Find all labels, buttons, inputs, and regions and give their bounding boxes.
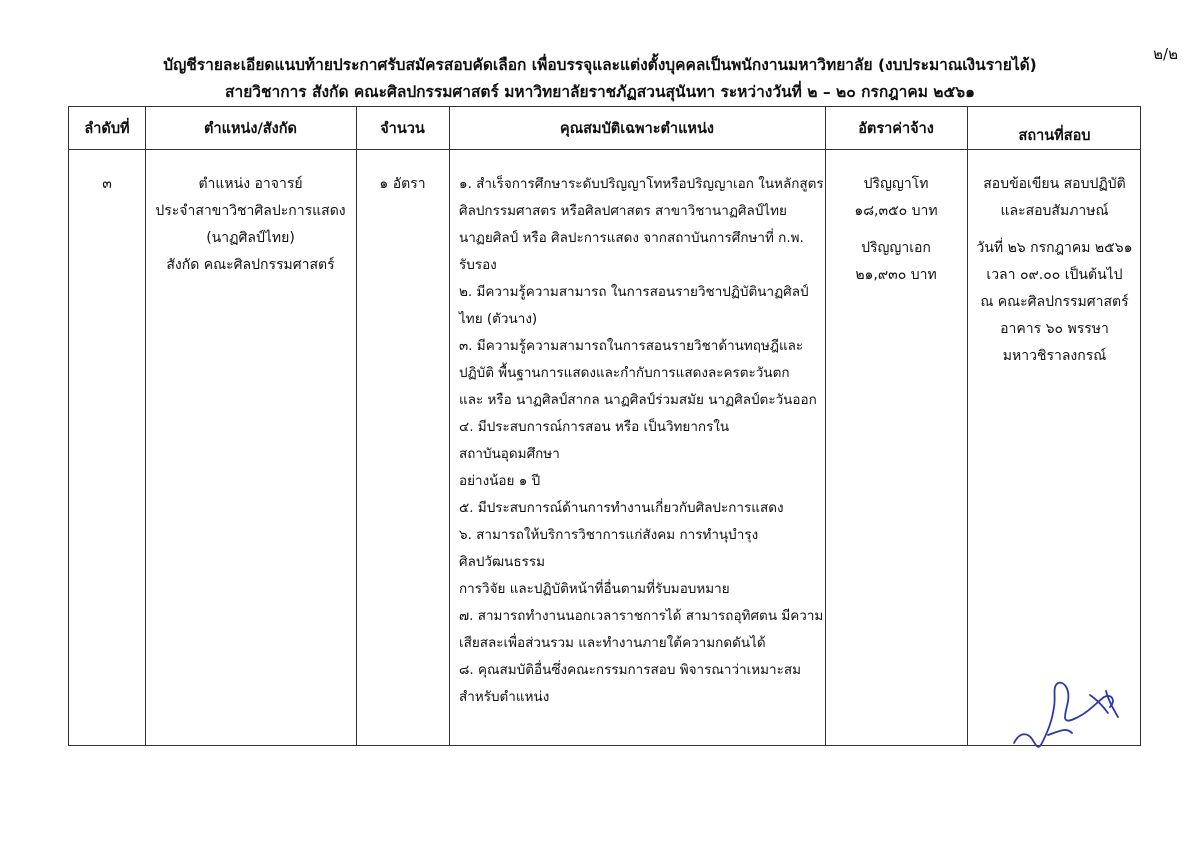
venue-date: วันที่ ๒๖ กรกฎาคม ๒๕๖๑ — [976, 240, 1133, 256]
salary-masters-amount: ๑๘,๓๕๐ บาท — [854, 203, 938, 219]
qualification-line: ปฏิบัติ พื้นฐานการแสดงและกำกับการแสดงละครตะวันตก — [459, 365, 790, 381]
header-salary: อัตราค่าจ้าง — [858, 120, 934, 137]
position-major: (นาฏศิลป์ไทย) — [206, 230, 295, 246]
qualification-line: ๖. สามารถให้บริการวิชาการแก่สังคม การทำนุบำรุง — [459, 527, 759, 543]
venue-exam-type: สอบข้อเขียน สอบปฏิบัติ — [983, 176, 1126, 192]
position-title: ตำแหน่ง อาจารย์ — [198, 176, 303, 192]
qualification-line: เสียสละเพื่อส่วนรวม และทำงานภายใต้ความกดดันได้ — [459, 635, 766, 651]
row-count: ๑ อัตรา — [379, 176, 426, 192]
qualification-line: ๗. สามารถทำงานนอกเวลาราชการได้ สามารถอุทิศตน มีความ — [459, 608, 824, 624]
qualification-line: รับรอง — [459, 257, 497, 273]
qualification-line: ๔. มีประสบการณ์การสอน หรือ เป็นวิทยากรใน — [459, 419, 730, 435]
positions-table — [68, 106, 1141, 746]
qualification-line: อย่างน้อย ๑ ปี — [459, 473, 541, 489]
qualification-line: การวิจัย และปฏิบัติหน้าที่อื่นตามที่รับมอบหมาย — [459, 581, 730, 597]
qualification-line: ศิลปกรรมศาสตร หรือศิลปศาสตร สาขาวิชานาฏศิลป์ไทย — [459, 203, 787, 219]
salary-doctorate-amount: ๒๑,๙๓๐ บาท — [855, 267, 937, 283]
header-qualifications: คุณสมบัติเฉพาะตำแหน่ง — [560, 120, 714, 137]
position-program: ประจำสาขาวิชาศิลปะการแสดง — [155, 203, 346, 219]
row-salary — [825, 171, 967, 289]
venue-building: อาคาร ๖๐ พรรษา — [1000, 321, 1109, 337]
column-divider — [449, 107, 450, 745]
qualification-line: ๘. คุณสมบัติอื่นซึ่งคณะกรรมการสอบ พิจารณาว่าเหมาะสม — [459, 662, 802, 678]
qualification-line: ๒. มีความรู้ความสามารถ ในการสอนรายวิชาปฏิบัตินาฏศิลป์ — [459, 284, 809, 300]
header-position: ตำแหน่ง/สังกัด — [204, 120, 297, 137]
header-count: จำนวน — [380, 120, 425, 137]
venue-exam-type: และสอบสัมภาษณ์ — [1000, 203, 1109, 219]
qualification-line: นาฏยศิลป์ หรือ ศิลปะการแสดง จากสถาบันการศึกษาที่ ก.พ. — [459, 230, 804, 246]
handwritten-signature — [1008, 673, 1128, 757]
header-venue: สถานที่สอบ — [1018, 127, 1091, 144]
row-qualifications — [459, 171, 824, 711]
venue-time: เวลา ๐๙.๐๐ เป็นต้นไป — [986, 267, 1123, 283]
document-title — [130, 52, 1070, 106]
qualification-line: ๑. สำเร็จการศึกษาระดับปริญญาโทหรือปริญญาเอก ในหลักสูตร — [459, 176, 824, 192]
venue-building-name: มหาวชิราลงกรณ์ — [1002, 348, 1107, 364]
header-order: ลำดับที่ — [84, 120, 130, 137]
qualification-line: ๓. มีความรู้ความสามารถในการสอนรายวิชาด้านทฤษฎีและ — [459, 338, 804, 354]
header-divider — [69, 149, 1140, 150]
salary-masters-label: ปริญญาโท — [863, 176, 929, 192]
qualification-line: ไทย (ตัวนาง) — [459, 311, 538, 327]
title-line-1: บัญชีรายละเอียดแนบท้ายประกาศรับสมัครสอบคัดเลือก เพื่อบรรจุและแต่งตั้งบุคคลเป็นพนักงานมหาวิทยาลัย (งบประมาณเงินรายได้) — [163, 56, 1037, 74]
title-line-2: สายวิชาการ สังกัด คณะศิลปกรรมศาสตร์ มหาวิทยาลัยราชภัฏสวนสุนันทา ระหว่างวันที่ ๒ – ๒๐ กรกฎาคม ๒๕๖๑ — [225, 83, 975, 101]
qualification-line: ศิลปวัฒนธรรม — [459, 554, 546, 570]
row-order: ๓ — [102, 176, 112, 192]
page-number: ๒/๒ — [1153, 45, 1178, 63]
salary-doctorate-label: ปริญญาเอก — [861, 240, 931, 256]
position-faculty: สังกัด คณะศิลปกรรมศาสตร์ — [166, 257, 335, 273]
row-position — [145, 171, 356, 279]
qualification-line: สถาบันอุดมศึกษา — [459, 446, 560, 462]
row-venue — [967, 171, 1142, 370]
qualification-line: สำหรับตำแหน่ง — [459, 689, 550, 705]
column-divider — [356, 107, 357, 745]
qualifications-list — [459, 171, 824, 711]
venue-faculty: ณ คณะศิลปกรรมศาสตร์ — [980, 294, 1129, 310]
qualification-line: และ หรือ นาฏศิลป์สากล นาฏศิลป์ร่วมสมัย นาฏศิลป์ตะวันออก — [459, 392, 817, 408]
qualification-line: ๕. มีประสบการณ์ด้านการทำงานเกี่ยวกับศิลปะการแสดง — [459, 500, 784, 516]
